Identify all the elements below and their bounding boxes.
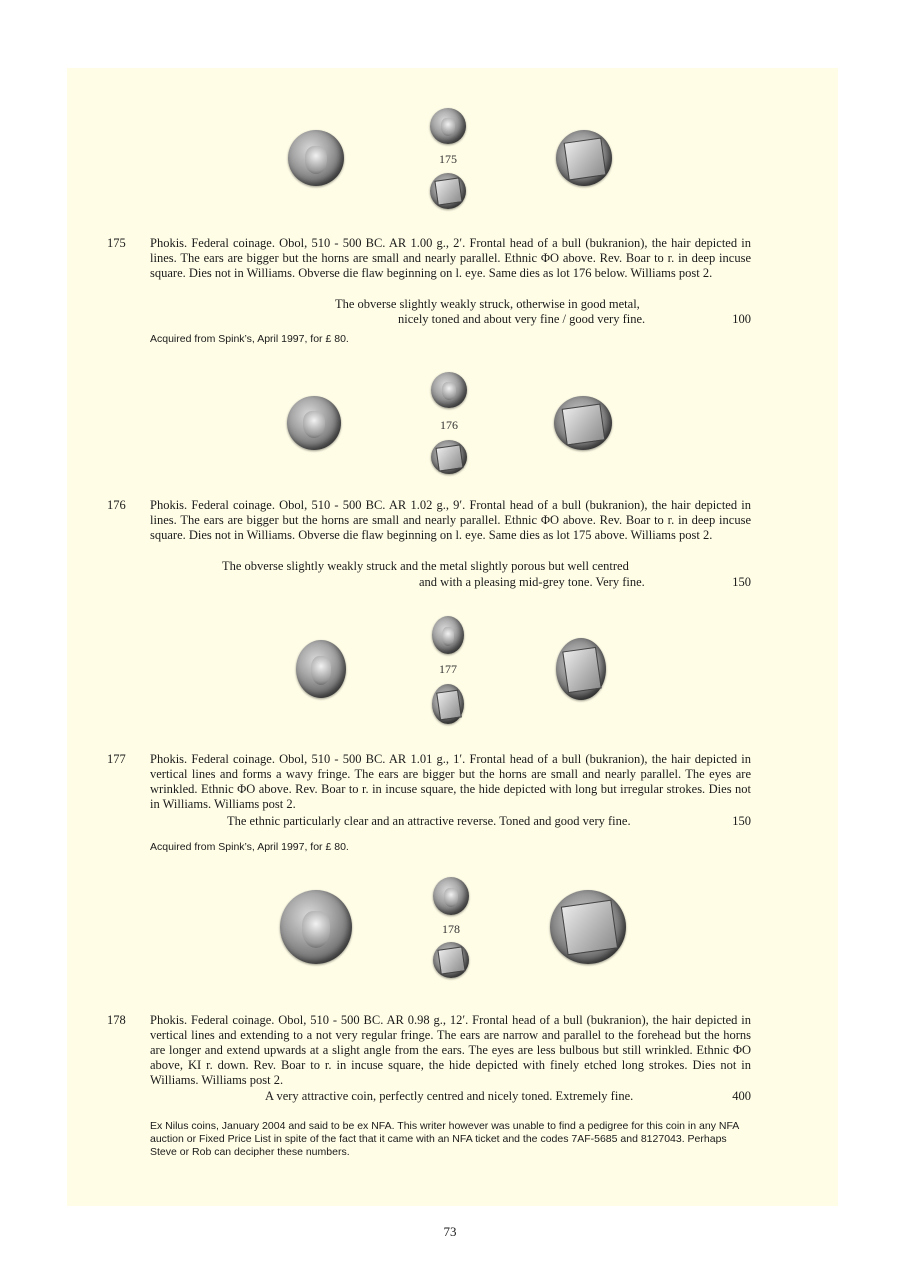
lot-description: Phokis. Federal coinage. Obol, 510 - 500 BC. AR 1.00 g., 2′. Frontal head of a bull (bukranion), the hair depicted in lines. The ears are bigger but the horns are small and nearly parallel. Ethnic ΦO above. Rev. Boar to r. in deep incuse square. Dies not in Williams. Obverse die flaw beginning on l. eye. Same dies as lot 176 below. Williams post 2.: [150, 236, 751, 280]
coin-obverse-small: [430, 108, 466, 144]
lot-description: Phokis. Federal coinage. Obol, 510 - 500 BC. AR 1.01 g., 1′. Frontal head of a bull (bukranion), the hair depicted in vertical lines and forms a wavy fringe. The ears are bigger but the horns are small and nearly parallel. The eyes are wrinkled. Ethnic ΦO above. Rev. Boar to r. in incuse square, the hide depicted with long but irregular strokes. Dies not in Williams. Williams post 2.: [150, 752, 751, 811]
coin-reverse-large: [554, 396, 612, 450]
coin-reverse-small: [432, 684, 464, 724]
lot-condition-line1: The obverse slightly weakly struck, otherwise in good metal,: [335, 297, 640, 311]
coin-reverse-small: [433, 942, 469, 978]
lot-condition-line2: nicely toned and about very fine / good very fine.: [398, 312, 646, 326]
lot-price: 150: [732, 814, 751, 828]
coin-lot-label: 176: [440, 418, 458, 432]
lot-condition-line1: The obverse slightly weakly struck and the metal slightly porous but well centred: [222, 559, 629, 573]
lot-number: 178: [107, 1013, 126, 1027]
lot-price: 400: [732, 1089, 751, 1103]
lot-condition-line1: A very attractive coin, perfectly centred and nicely toned. Extremely fine.: [265, 1089, 634, 1103]
lot-provenance: Ex Nilus coins, January 2004 and said to be ex NFA. This writer however was unable to find a pedigree for this coin in any NFA auction or Fixed Price List in spite of the fact that it came with an NFA ticket and the codes 7AF-5685 and 8127043. Perhaps Steve or Rob can decipher these numbers.: [150, 1120, 739, 1158]
lot-number: 177: [107, 752, 126, 766]
coin-lot-label: 178: [442, 922, 460, 936]
coin-obverse-large: [296, 640, 346, 698]
coin-reverse-large: [556, 130, 612, 186]
coin-obverse-large: [287, 396, 341, 450]
lot-provenance: Acquired from Spink’s, April 1997, for £ 80.: [150, 841, 349, 853]
lot-number: 175: [107, 236, 126, 250]
lot-description: Phokis. Federal coinage. Obol, 510 - 500 BC. AR 0.98 g., 12′. Frontal head of a bull (bukranion), the hair depicted in vertical lines and extending to a not very regular fringe. The ears are narrow and parallel to the forehead but the horns are longer and extend upwards at a slight angle from the ears. The eyes are less bulbous but still wrinkled. Ethnic ΦO above, KI r. down. Rev. Boar to r. in incuse square, the hide depicted with finely etched long strokes. Dies not in Williams. Williams post 2.: [150, 1013, 751, 1087]
lot-description: Phokis. Federal coinage. Obol, 510 - 500 BC. AR 1.02 g., 9′. Frontal head of a bull (bukranion), the hair depicted in lines. The ears are bigger but the horns are small and nearly parallel. Ethnic ΦO above. Rev. Boar to r. in deep incuse square. Dies not in Williams. Obverse die flaw beginning on l. eye. Same dies as lot 175 above. Williams post 2.: [150, 498, 751, 542]
coin-obverse-small: [432, 616, 464, 654]
coin-lot-label: 175: [439, 152, 457, 166]
lot-provenance: Acquired from Spink’s, April 1997, for £ 80.: [150, 333, 349, 345]
lot-condition-line2: and with a pleasing mid-grey tone. Very fine.: [419, 575, 645, 589]
coin-reverse-large: [556, 638, 606, 700]
lot-number: 176: [107, 498, 126, 512]
lot-price: 150: [732, 575, 751, 589]
coin-obverse-small: [431, 372, 467, 408]
coin-obverse-large: [280, 890, 352, 964]
lot-condition-line1: The ethnic particularly clear and an attractive reverse. Toned and good very fine.: [227, 814, 631, 828]
coin-reverse-small: [430, 173, 466, 209]
coin-lot-label: 177: [439, 662, 457, 676]
coin-reverse-small: [431, 440, 467, 474]
coin-reverse-large: [550, 890, 626, 964]
lot-price: 100: [732, 312, 751, 326]
page-number: 73: [443, 1224, 457, 1239]
coin-obverse-small: [433, 877, 469, 915]
coin-obverse-large: [288, 130, 344, 186]
